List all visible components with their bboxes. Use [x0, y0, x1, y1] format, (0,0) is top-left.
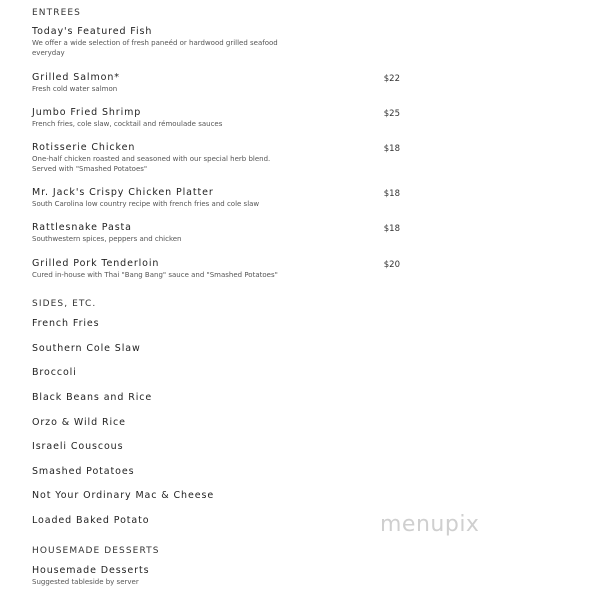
- item-name: Today's Featured Fish: [32, 26, 153, 37]
- side-item: Black Beans and Rice: [32, 392, 153, 403]
- item-price: $20: [383, 260, 400, 270]
- item-description: One-half chicken roasted and seasoned with our special herb blend. Served with "Smashed Potatoes": [32, 155, 271, 173]
- item-name: Grilled Pork Tenderloin: [32, 258, 160, 269]
- item-name: Rattlesnake Pasta: [32, 222, 132, 233]
- side-item: Israeli Couscous: [32, 441, 124, 452]
- item-name: Housemade Desserts: [32, 565, 150, 576]
- item-description: Suggested tableside by server: [32, 578, 139, 586]
- side-item: Broccoli: [32, 367, 77, 378]
- section-title-sides: SIDES, ETC.: [32, 299, 97, 309]
- item-description: Southwestern spices, peppers and chicken: [32, 235, 182, 243]
- section-title-entrees: ENTREES: [32, 8, 81, 18]
- side-item: Southern Cole Slaw: [32, 343, 141, 354]
- side-item: Loaded Baked Potato: [32, 515, 150, 526]
- menu-item: [32, 142, 402, 174]
- menu-item: [32, 222, 402, 244]
- item-name: Rotisserie Chicken: [32, 142, 136, 153]
- item-description: South Carolina low country recipe with french fries and cole slaw: [32, 200, 260, 208]
- menupix-watermark: menupix: [380, 512, 480, 537]
- item-description: French fries, cole slaw, cocktail and rémoulade sauces: [32, 120, 223, 128]
- side-item: Not Your Ordinary Mac & Cheese: [32, 490, 215, 501]
- section-title-desserts: HOUSEMADE DESSERTS: [32, 546, 160, 556]
- side-item: French Fries: [32, 318, 100, 329]
- menu-item: [32, 107, 402, 129]
- item-price: $18: [383, 224, 400, 234]
- side-item: Orzo & Wild Rice: [32, 417, 126, 428]
- item-price: $25: [383, 109, 400, 119]
- item-price: $22: [383, 74, 400, 84]
- item-name: Jumbo Fried Shrimp: [32, 107, 142, 118]
- item-description: Cured in-house with Thai "Bang Bang" sauce and "Smashed Potatoes": [32, 271, 278, 279]
- item-description: We offer a wide selection of fresh paneéd or hardwood grilled seafood everyday: [32, 39, 278, 57]
- menu-item: [32, 565, 402, 587]
- item-price: $18: [383, 189, 400, 199]
- menu-item: [32, 72, 402, 94]
- item-name: Grilled Salmon*: [32, 72, 120, 83]
- item-name: Mr. Jack's Crispy Chicken Platter: [32, 187, 214, 198]
- menu-item: [32, 26, 402, 58]
- side-item: Smashed Potatoes: [32, 466, 135, 477]
- item-price: $18: [383, 144, 400, 154]
- item-description: Fresh cold water salmon: [32, 85, 118, 93]
- menu-item: [32, 187, 402, 209]
- menu-item: [32, 258, 402, 280]
